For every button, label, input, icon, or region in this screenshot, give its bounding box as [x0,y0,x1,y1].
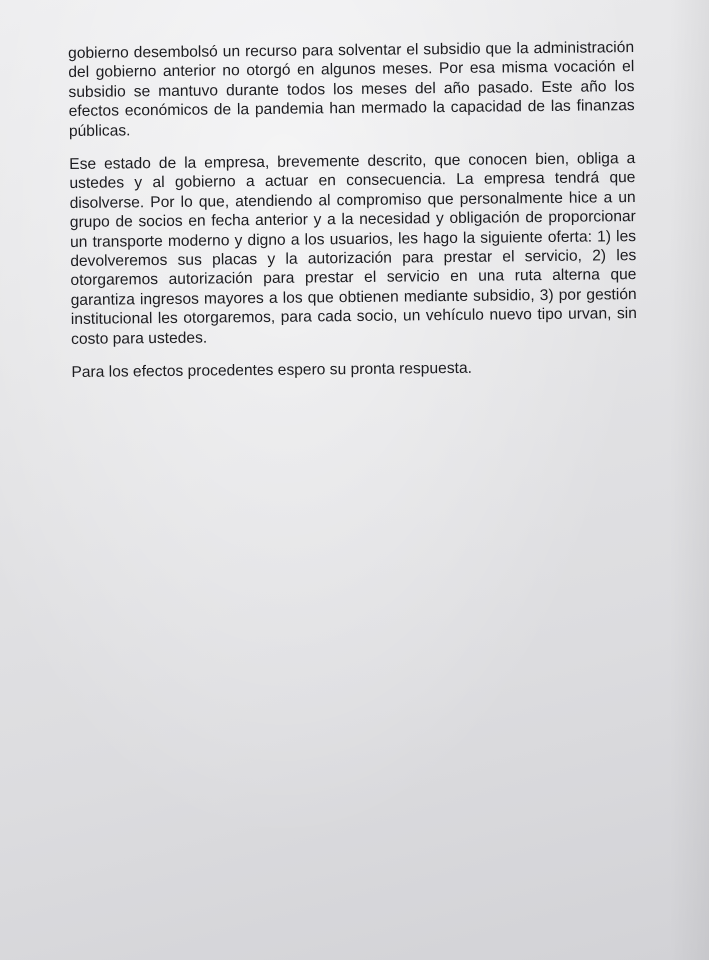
paragraph-closing: Para los efectos procedentes espero su pronta respuesta. [71,359,472,382]
letter-body [68,38,638,396]
page-shadow [669,0,709,960]
paragraph-subsidy: gobierno desembolsó un recurso para solventar el subsidio que la administración del gobierno anterior no otorgó en algunos meses. Por esa misma vocación el subsidio se mantuvo durante todos los meses del año pasado. Este año los efectos económicos de la pandemia han mermado la capacidad de las finanzas públicas. [68,39,635,140]
paragraph-offer: Ese estado de la empresa, brevemente descrito, que conocen bien, obliga a ustedes y al gobierno a actuar en consecuencia. La empresa tendrá que disolverse. Por lo que, atendiendo al compromiso que personalmente hice a un grupo de socios en fecha anterior y a la necesidad y obligación de proporcionar un transporte moderno y digno a los usuarios, les hago la siguiente oferta: 1) les devolveremos sus placas y la autorización para prestar el servicio, 2) les otorgaremos autorización para prestar el servicio en una ruta alterna que garantiza ingresos mayores a los que obtienen mediante subsidio, 3) por gestión institucional les otorgaremos, para cada socio, un vehículo nuevo tipo urvan, sin costo para ustedes. [69,150,637,348]
